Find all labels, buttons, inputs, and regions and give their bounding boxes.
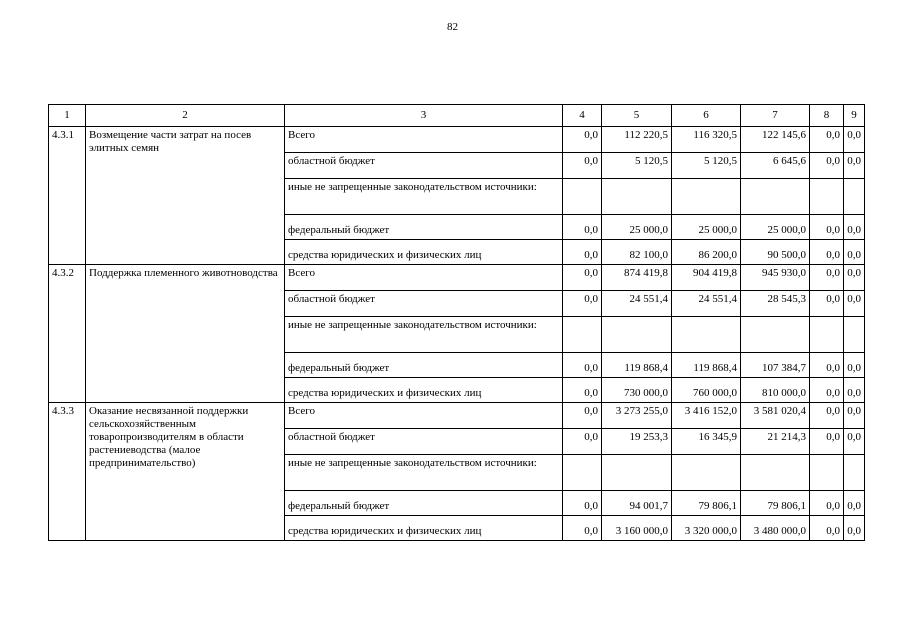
value-cell-v4: 0,0: [563, 403, 602, 429]
value-cell-v9: 0,0: [844, 291, 865, 317]
value-cell-v5: 82 100,0: [602, 240, 672, 265]
value-cell-v9: 0,0: [844, 127, 865, 153]
page-number: 82: [447, 21, 458, 33]
value-cell-v6: 16 345,9: [672, 429, 741, 455]
value-cell-v7: 6 645,6: [741, 153, 810, 179]
value-cell-v8: 0,0: [810, 378, 844, 403]
value-cell-v5: [602, 179, 672, 215]
value-cell-v8: 0,0: [810, 291, 844, 317]
value-cell-v6: 3 320 000,0: [672, 516, 741, 541]
value-cell-v8: 0,0: [810, 127, 844, 153]
header-cell: 8: [810, 105, 844, 127]
value-cell-v9: [844, 179, 865, 215]
value-cell-v5: 25 000,0: [602, 215, 672, 240]
funding-source: средства юридических и физических лиц: [285, 378, 563, 403]
value-cell-v5: 874 419,8: [602, 265, 672, 291]
value-cell-v6: 86 200,0: [672, 240, 741, 265]
header-row: [49, 105, 865, 127]
value-cell-v6: [672, 317, 741, 353]
section-code: 4.3.3: [49, 403, 86, 541]
section-title: Возмещение части затрат на посев элитных семян: [86, 127, 285, 265]
header-cell: 7: [741, 105, 810, 127]
section-title: Оказание несвязанной поддержки сельскохозяйственным товаропроизводителям в области растениеводства (малое предпринимательство): [86, 403, 285, 541]
value-cell-v8: 0,0: [810, 265, 844, 291]
value-cell-v4: 0,0: [563, 153, 602, 179]
value-cell-v9: 0,0: [844, 491, 865, 516]
funding-source: Всего: [285, 265, 563, 291]
funding-source: областной бюджет: [285, 429, 563, 455]
value-cell-v5: 3 160 000,0: [602, 516, 672, 541]
budget-table: [48, 104, 865, 541]
table-row: [49, 265, 865, 291]
value-cell-v5: 119 868,4: [602, 353, 672, 378]
value-cell-v9: 0,0: [844, 265, 865, 291]
value-cell-v8: 0,0: [810, 153, 844, 179]
value-cell-v6: 116 320,5: [672, 127, 741, 153]
funding-source: Всего: [285, 403, 563, 429]
value-cell-v7: [741, 179, 810, 215]
value-cell-v8: 0,0: [810, 353, 844, 378]
value-cell-v6: 79 806,1: [672, 491, 741, 516]
value-cell-v8: [810, 179, 844, 215]
value-cell-v5: [602, 455, 672, 491]
header-cell: 6: [672, 105, 741, 127]
funding-source: средства юридических и физических лиц: [285, 516, 563, 541]
value-cell-v8: 0,0: [810, 429, 844, 455]
value-cell-v9: 0,0: [844, 215, 865, 240]
value-cell-v7: 107 384,7: [741, 353, 810, 378]
value-cell-v9: 0,0: [844, 378, 865, 403]
value-cell-v6: 904 419,8: [672, 265, 741, 291]
section-title: Поддержка племенного животноводства: [86, 265, 285, 403]
value-cell-v6: 119 868,4: [672, 353, 741, 378]
header-cell: 1: [49, 105, 86, 127]
value-cell-v9: 0,0: [844, 429, 865, 455]
value-cell-v6: [672, 179, 741, 215]
header-cell: 4: [563, 105, 602, 127]
value-cell-v6: 760 000,0: [672, 378, 741, 403]
value-cell-v4: 0,0: [563, 491, 602, 516]
value-cell-v9: 0,0: [844, 153, 865, 179]
value-cell-v9: 0,0: [844, 353, 865, 378]
value-cell-v7: 3 581 020,4: [741, 403, 810, 429]
value-cell-v7: 3 480 000,0: [741, 516, 810, 541]
value-cell-v4: 0,0: [563, 240, 602, 265]
value-cell-v5: 5 120,5: [602, 153, 672, 179]
value-cell-v4: 0,0: [563, 265, 602, 291]
value-cell-v7: 79 806,1: [741, 491, 810, 516]
value-cell-v4: [563, 179, 602, 215]
value-cell-v5: 3 273 255,0: [602, 403, 672, 429]
value-cell-v4: 0,0: [563, 127, 602, 153]
value-cell-v5: [602, 317, 672, 353]
value-cell-v9: 0,0: [844, 240, 865, 265]
value-cell-v8: 0,0: [810, 215, 844, 240]
header-cell: 9: [844, 105, 865, 127]
value-cell-v4: 0,0: [563, 516, 602, 541]
value-cell-v9: 0,0: [844, 516, 865, 541]
value-cell-v7: 810 000,0: [741, 378, 810, 403]
value-cell-v8: [810, 455, 844, 491]
value-cell-v5: 730 000,0: [602, 378, 672, 403]
table-row: [49, 127, 865, 153]
value-cell-v4: [563, 317, 602, 353]
value-cell-v7: 28 545,3: [741, 291, 810, 317]
value-cell-v4: [563, 455, 602, 491]
value-cell-v8: [810, 317, 844, 353]
funding-source: иные не запрещенные законодательством источники:: [285, 179, 563, 215]
value-cell-v8: 0,0: [810, 403, 844, 429]
value-cell-v9: [844, 317, 865, 353]
value-cell-v5: 19 253,3: [602, 429, 672, 455]
table-row: [49, 403, 865, 429]
value-cell-v4: 0,0: [563, 378, 602, 403]
header-cell: 2: [86, 105, 285, 127]
value-cell-v5: 24 551,4: [602, 291, 672, 317]
funding-source: средства юридических и физических лиц: [285, 240, 563, 265]
value-cell-v7: 21 214,3: [741, 429, 810, 455]
section-code: 4.3.1: [49, 127, 86, 265]
value-cell-v6: 3 416 152,0: [672, 403, 741, 429]
section-code: 4.3.2: [49, 265, 86, 403]
value-cell-v7: [741, 455, 810, 491]
value-cell-v4: 0,0: [563, 429, 602, 455]
funding-source: областной бюджет: [285, 291, 563, 317]
funding-source: иные не запрещенные законодательством источники:: [285, 317, 563, 353]
value-cell-v5: 112 220,5: [602, 127, 672, 153]
value-cell-v7: 25 000,0: [741, 215, 810, 240]
value-cell-v7: [741, 317, 810, 353]
funding-source: иные не запрещенные законодательством источники:: [285, 455, 563, 491]
value-cell-v4: 0,0: [563, 353, 602, 378]
value-cell-v7: 122 145,6: [741, 127, 810, 153]
funding-source: федеральный бюджет: [285, 353, 563, 378]
value-cell-v4: 0,0: [563, 291, 602, 317]
value-cell-v6: [672, 455, 741, 491]
value-cell-v9: [844, 455, 865, 491]
value-cell-v6: 25 000,0: [672, 215, 741, 240]
funding-source: федеральный бюджет: [285, 215, 563, 240]
value-cell-v5: 94 001,7: [602, 491, 672, 516]
value-cell-v4: 0,0: [563, 215, 602, 240]
value-cell-v6: 5 120,5: [672, 153, 741, 179]
value-cell-v9: 0,0: [844, 403, 865, 429]
value-cell-v7: 945 930,0: [741, 265, 810, 291]
value-cell-v8: 0,0: [810, 491, 844, 516]
funding-source: Всего: [285, 127, 563, 153]
header-cell: 3: [285, 105, 563, 127]
funding-source: областной бюджет: [285, 153, 563, 179]
value-cell-v6: 24 551,4: [672, 291, 741, 317]
header-cell: 5: [602, 105, 672, 127]
value-cell-v7: 90 500,0: [741, 240, 810, 265]
value-cell-v8: 0,0: [810, 240, 844, 265]
funding-source: федеральный бюджет: [285, 491, 563, 516]
value-cell-v8: 0,0: [810, 516, 844, 541]
